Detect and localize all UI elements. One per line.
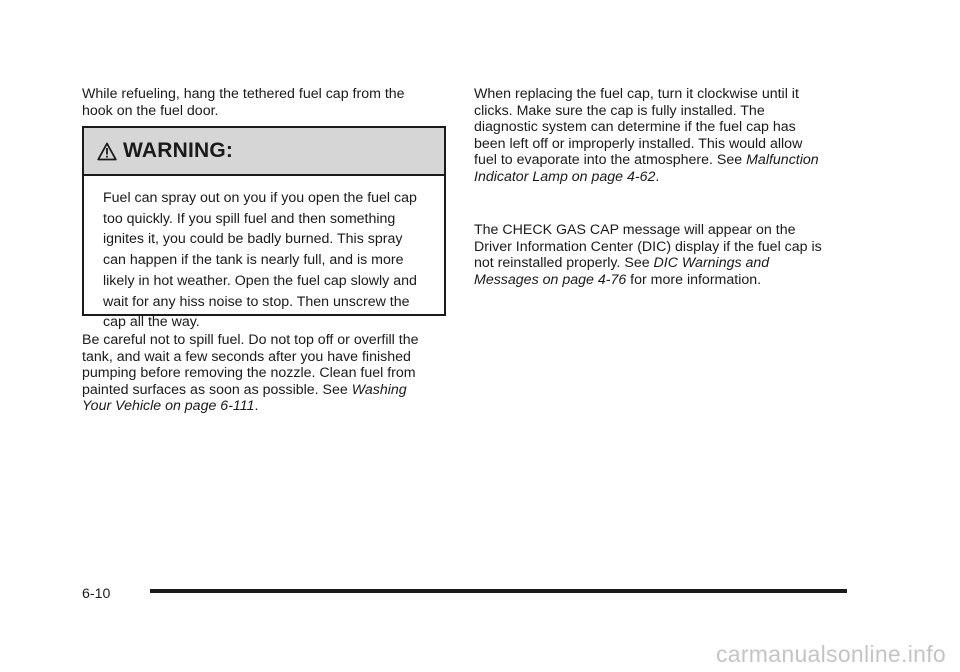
- text-line: [474, 152, 819, 169]
- washing-vehicle-link-cont[interactable]: Your Vehicle on page 6‑111: [82, 398, 255, 414]
- text-line: pumping before removing the nozzle. Clean fuel from: [82, 365, 416, 381]
- text-line: Be careful not to spill fuel. Do not top off or overfill the: [82, 332, 419, 348]
- text-line: [474, 169, 819, 186]
- page-number: 6-10: [82, 586, 111, 602]
- text-line: Fuel can spray out on you if you open the fuel cap: [103, 190, 417, 206]
- malfunction-lamp-link-cont[interactable]: Indicator Lamp on page 4‑62: [474, 168, 656, 185]
- text-line: wait for any hiss noise to stop. Then unscrew the: [103, 293, 410, 310]
- text-line: [82, 398, 418, 415]
- text-line: Driver Information Center (DIC) display if the fuel cap is: [474, 238, 822, 255]
- text-line: While refueling, hang the tethered fuel cap from the: [82, 86, 405, 102]
- spill-paragraph: [82, 332, 418, 415]
- text-fragment: .: [655, 168, 660, 185]
- text-line: [82, 382, 418, 399]
- malfunction-lamp-link[interactable]: Malfunction: [746, 152, 819, 168]
- dic-warnings-link[interactable]: DIC Warnings and: [653, 255, 770, 271]
- text-line: too quickly. If you spill fuel and then something: [103, 210, 396, 227]
- text-line: clicks. Make sure the cap is fully installed. The: [474, 102, 765, 119]
- watermark: carmanualsonline.info: [715, 641, 946, 667]
- text-fragment: .: [254, 398, 259, 414]
- warning-header: [84, 128, 444, 176]
- text-line: ignites it, you could be badly burned. This spray: [103, 231, 403, 248]
- text-line: [474, 272, 822, 289]
- warning-triangle-icon: [97, 142, 117, 161]
- text-line: When replacing the fuel cap, turn it clockwise until it: [474, 86, 799, 102]
- text-fragment: painted surfaces as soon as possible. See: [82, 381, 352, 398]
- text-line: diagnostic system can determine if the fuel cap has: [474, 119, 796, 135]
- text-fragment: fuel to evaporate into the atmosphere. See: [474, 152, 747, 168]
- text-line: hook on the fuel door.: [82, 102, 219, 119]
- washing-vehicle-link[interactable]: Washing: [351, 381, 407, 398]
- text-line: likely in hot weather. Open the fuel cap slowly and: [103, 272, 417, 289]
- text-line: The CHECK GAS CAP message will appear on the: [474, 222, 796, 238]
- text-line: been left off or improperly installed. This would allow: [474, 135, 803, 152]
- footer-rule: [150, 589, 847, 593]
- warning-box: [82, 126, 446, 331]
- text-line: tank, and wait a few seconds after you have finished: [82, 348, 411, 365]
- text-line: can happen if the tank is nearly full, and is more: [103, 252, 404, 269]
- text-line: [474, 255, 822, 272]
- text-line: cap all the way.: [103, 314, 200, 331]
- refuel-paragraph: [82, 86, 405, 119]
- warning-text: [103, 188, 417, 333]
- text-fragment: for more information.: [626, 271, 762, 288]
- check-gas-cap-paragraph: [474, 222, 822, 288]
- fuel-cap-paragraph: [474, 86, 819, 185]
- text-fragment: not reinstalled properly. See: [474, 255, 654, 271]
- dic-warnings-link-cont[interactable]: Messages on page 4‑76: [474, 271, 627, 288]
- warning-title: WARNING:: [123, 139, 234, 162]
